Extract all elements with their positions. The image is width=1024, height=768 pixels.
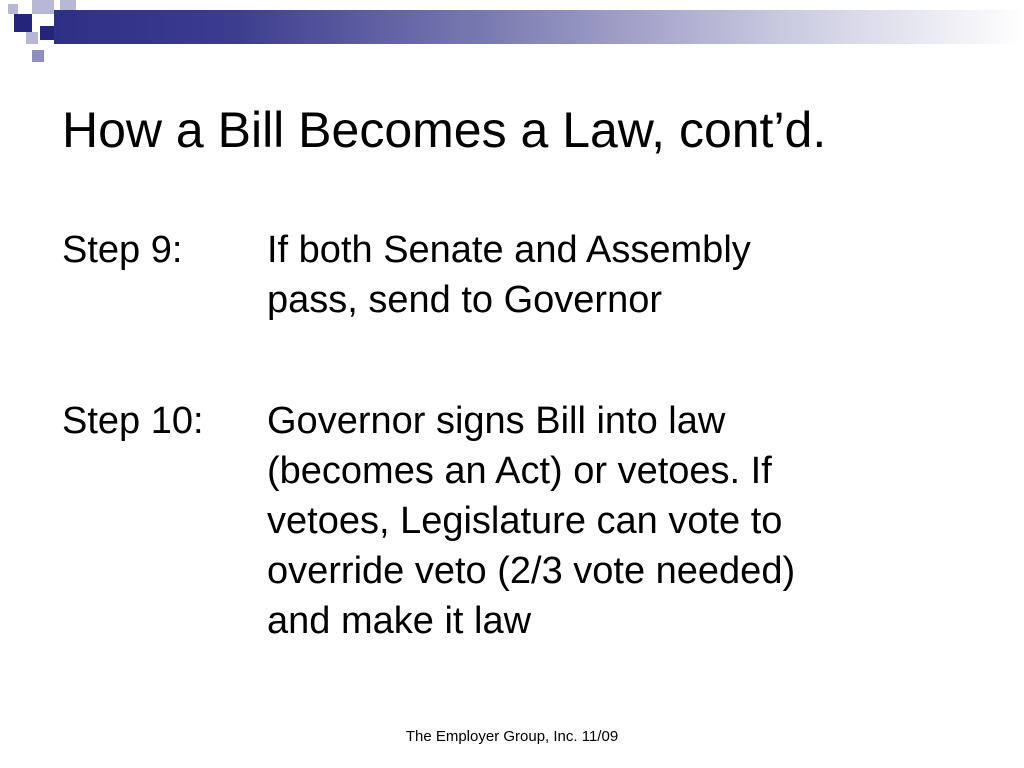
step-text: If both Senate and Assembly pass, send to Governor <box>267 229 751 321</box>
deco-square <box>40 26 54 40</box>
step-label: Step 10: <box>62 400 204 442</box>
header-decoration <box>0 0 1024 70</box>
deco-square <box>32 0 54 14</box>
header-gradient-bar <box>54 10 1024 44</box>
step-text: Governor signs Bill into law (becomes an Act) or vetoes. If vetoes, Legislature can vote to override veto (2/3 vote needed) and make it law <box>267 400 796 642</box>
deco-square <box>60 0 76 10</box>
deco-square <box>14 14 32 32</box>
deco-square <box>26 32 38 44</box>
slide-title: How a Bill Becomes a Law, cont’d. <box>62 102 827 158</box>
step-label: Step 9: <box>62 229 183 271</box>
slide-footer: The Employer Group, Inc. 11/09 <box>405 728 619 745</box>
deco-square <box>32 50 44 62</box>
deco-square <box>8 4 18 14</box>
